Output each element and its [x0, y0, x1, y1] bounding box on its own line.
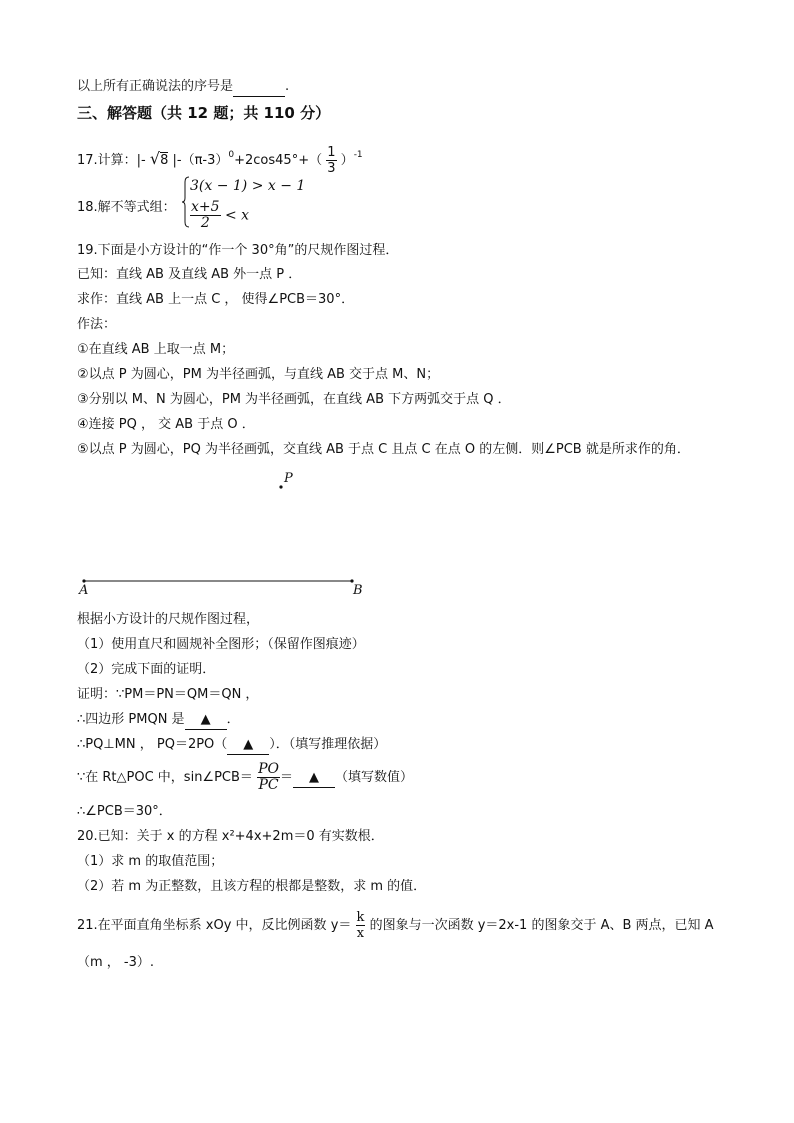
question-17 [77, 145, 363, 176]
q19-follow: 根据小方设计的尺规作图过程， [77, 612, 260, 627]
q19-step-1: ①在直线 AB 上取一点 M； [77, 342, 235, 357]
q21-post: 的图象与一次函数 y＝2x-1 的图象交于 A、B 两点，已知 A [369, 918, 714, 933]
q21-pre: 21.在平面直角坐标系 xOy 中，反比例函数 y＝ [77, 918, 352, 933]
q19-proof-1: 证明：∵PM＝PN＝QM＝QN ， [77, 687, 259, 702]
q18-label: 18.解不等式组： [77, 200, 176, 215]
brace-icon [182, 176, 190, 228]
q21-fraction [356, 910, 366, 941]
point-a-label: A [79, 583, 89, 598]
q17-fraction [326, 145, 336, 176]
q19-known: 已知：直线 AB 及直线 AB 外一点 P ． [77, 267, 302, 282]
q20-line-3: （2）若 m 为正整数，且该方程的根都是整数，求 m 的值． [77, 879, 427, 894]
point-p-dot [279, 485, 282, 488]
q17-exp0: 0 [228, 150, 235, 160]
proof2-blank[interactable] [185, 711, 227, 730]
q21-frac-den: x [356, 926, 365, 941]
proof4-fraction [257, 762, 280, 793]
q17-exponent: -1 [353, 150, 363, 160]
q17-denominator: 3 [327, 161, 336, 176]
q19-part-2: （2）完成下面的证明． [77, 662, 216, 677]
q19-method: 作法： [77, 317, 117, 332]
q19-step-2: ②以点 P 为圆心，PM 为半径画弧，与直线 AB 交于点 M、N； [77, 367, 440, 382]
answer-prompt-end: . [285, 79, 290, 94]
q19-proof-5: ∴∠PCB＝30°． [77, 804, 172, 819]
q19-proof-4 [77, 762, 413, 793]
answer-prompt-line [77, 78, 289, 97]
q21-line-2: （m ， -3）. [77, 955, 155, 970]
q19-intro: 19.下面是小方设计的“作一个 30°角”的尺规作图过程． [77, 243, 399, 258]
q17-close: ） [340, 153, 354, 168]
q17-cos: +2cos45°+（ [234, 153, 323, 168]
q18-inequality-1: 3(x − 1) > x − 1 [190, 178, 306, 194]
proof4-eq: ＝ [279, 770, 293, 785]
proof3-text: ∴PQ⊥MN ， PQ＝2PO（ [77, 737, 228, 752]
q18-frac-num: x+5 [191, 199, 220, 215]
q17-mid: |-（π-3） [172, 153, 229, 168]
q18-fraction [190, 200, 221, 231]
proof3-blank[interactable] [227, 736, 269, 755]
answer-blank[interactable] [233, 78, 285, 97]
figure-svg [76, 466, 376, 601]
triangle-marker: ▲ [200, 712, 211, 727]
q18-ineq2-rest: < x [225, 207, 250, 224]
sqrt-symbol: √ [149, 149, 161, 168]
sqrt-radicand: 8 [160, 153, 169, 168]
q21-line-1 [77, 910, 714, 941]
q21-frac-num: k [356, 910, 365, 925]
proof4-end: （填写数值） [335, 770, 414, 785]
proof4-text: ∵在 Rt△POC 中，sin∠PCB＝ [77, 770, 253, 785]
q17-numerator: 1 [327, 145, 336, 160]
q19-step-5: ⑤以点 P 为圆心，PQ 为半径画弧，交直线 AB 于点 C 且点 C 在点 O 的左侧．则∠PCB 就是所求作的角． [77, 442, 690, 457]
q19-step-4: ④连接 PQ ， 交 AB 于点 O ． [77, 417, 255, 432]
triangle-marker: ▲ [243, 737, 254, 752]
section-title: 三、解答题（共 12 题；共 110 分） [77, 104, 331, 122]
q19-proof-3 [77, 736, 386, 755]
answer-prompt-text: 以上所有正确说法的序号是 [77, 79, 234, 94]
q20-line-2: （1）求 m 的取值范围； [77, 854, 224, 869]
q19-part-1: （1）使用直尺和圆规补全图形；（保留作图痕迹） [77, 637, 365, 652]
proof4-frac-den: PC [258, 777, 279, 793]
proof2-text: ∴四边形 PMQN 是 [77, 712, 185, 727]
q19-step-3: ③分别以 M、N 为圆心，PM 为半径画弧，在直线 AB 下方两弧交于点 Q ． [77, 392, 511, 407]
q18-frac-den: 2 [200, 215, 210, 231]
point-b-label: B [353, 583, 363, 598]
construction-figure [76, 466, 376, 601]
q17-prefix: 17.计算：|- [77, 153, 146, 168]
proof2-end: ． [226, 712, 240, 727]
q19-proof-2 [77, 711, 240, 730]
q18-inequality-2 [190, 200, 249, 231]
proof3-end: ）．（填写推理依据） [269, 737, 387, 752]
proof4-blank[interactable] [293, 769, 335, 788]
q19-find: 求作：直线 AB 上一点 C ， 使得∠PCB＝30°． [77, 292, 355, 307]
triangle-marker: ▲ [309, 770, 319, 785]
proof4-frac-num: PO [258, 761, 279, 777]
q20-line-1: 20.已知：关于 x 的方程 x²+4x+2m＝0 有实数根． [77, 829, 384, 844]
point-p-label: P [284, 471, 293, 486]
